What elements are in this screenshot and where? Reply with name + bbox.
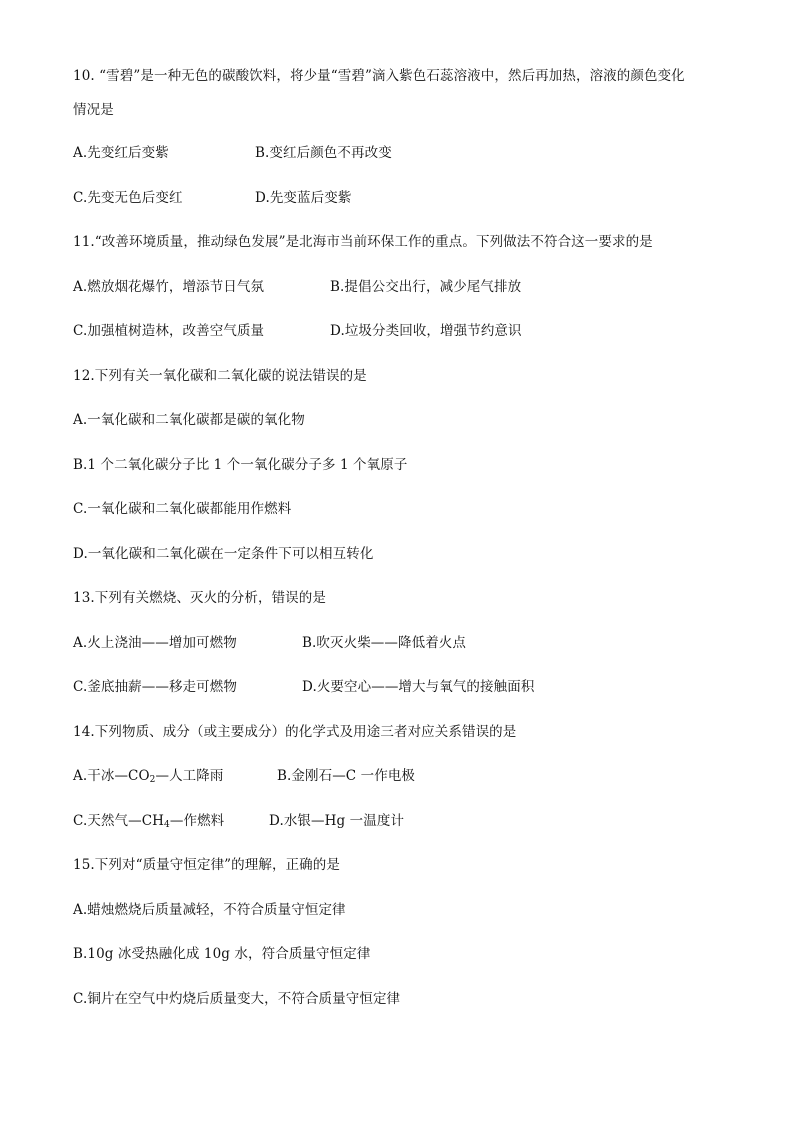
q12-option-d: D.一氧化碳和二氧化碳在一定条件下可以相互转化 [73, 546, 374, 562]
q13-options-row1 [73, 634, 467, 652]
q13-option-a: A.火上浇油——增加可燃物 [73, 635, 237, 651]
q11-stem: 11.“改善环境质量，推动绿色发展”是北海市当前环保工作的重点。下列做法不符合这一要求的是 [73, 234, 653, 250]
q15-option-a: A.蜡烛燃烧后质量减轻，不符合质量守恒定律 [73, 902, 346, 918]
q10-option-c: C.先变无色后变红 [73, 190, 183, 206]
q14-stem: 14.下列物质、成分（或主要成分）的化学式及用途三者对应关系错误的是 [73, 724, 517, 740]
q11-option-c: C.加强植树造林，改善空气质量 [73, 323, 265, 339]
q11-option-a: A.燃放烟花爆竹，增添节日气氛 [73, 279, 265, 295]
q10-stem-line1: 10. “雪碧”是一种无色的碳酸饮料，将少量“雪碧”滴入紫色石蕊溶液中，然后再加热，溶液的颜色变化 [73, 68, 685, 84]
q14-options-row1 [73, 767, 416, 785]
q13-option-b: B.吹灭火柴——降低着火点 [302, 635, 467, 651]
q14-option-d: D.水银—Hg 一温度计 [269, 813, 405, 829]
q12-option-a: A.一氧化碳和二氧化碳都是碳的氧化物 [73, 412, 305, 428]
q15-stem: 15.下列对“质量守恒定律”的理解，正确的是 [73, 857, 340, 873]
q13-stem: 13.下列有关燃烧、灭火的分析，错误的是 [73, 590, 326, 606]
q10-option-b: B.变红后颜色不再改变 [255, 145, 392, 161]
q11-option-d: D.垃圾分类回收，增强节约意识 [330, 323, 522, 339]
q14-option-c: C.天然气$—CH_4—$作燃料 [73, 813, 225, 830]
q13-option-c: C.釜底抽薪——移走可燃物 [73, 679, 237, 695]
q12-stem: 12.下列有关一氧化碳和二氧化碳的说法错误的是 [73, 368, 367, 384]
q15-option-c: C.铜片在空气中灼烧后质量变大，不符合质量守恒定律 [73, 991, 401, 1007]
q13-option-d: D.火要空心——增大与氧气的接触面积 [302, 679, 535, 695]
q10-options-row1 [73, 144, 392, 162]
q14-options-row2 [73, 812, 405, 830]
q11-options-row1 [73, 278, 522, 296]
q10-option-d: D.先变蓝后变紫 [255, 190, 352, 206]
q11-option-b: B.提倡公交出行，减少尾气排放 [330, 279, 522, 295]
q12-option-b: B.1 个二氧化碳分子比 1 个一氧化碳分子多 1 个氧原子 [73, 457, 408, 473]
q14-option-b: B.金刚石—C 一作电极 [277, 768, 416, 784]
q10-option-a: A.先变红后变紫 [73, 145, 169, 161]
q12-option-c: C.一氧化碳和二氧化碳都能用作燃料 [73, 501, 292, 517]
q10-options-row2 [73, 189, 352, 207]
q10-stem-line2: 情况是 [73, 102, 114, 118]
q13-options-row2 [73, 678, 535, 696]
q11-options-row2 [73, 322, 522, 340]
q15-option-b: B.10g 冰受热融化成 10g 水，符合质量守恒定律 [73, 946, 371, 962]
q14-option-a: A.干冰$—CO_2—$人工降雨 [73, 768, 224, 785]
